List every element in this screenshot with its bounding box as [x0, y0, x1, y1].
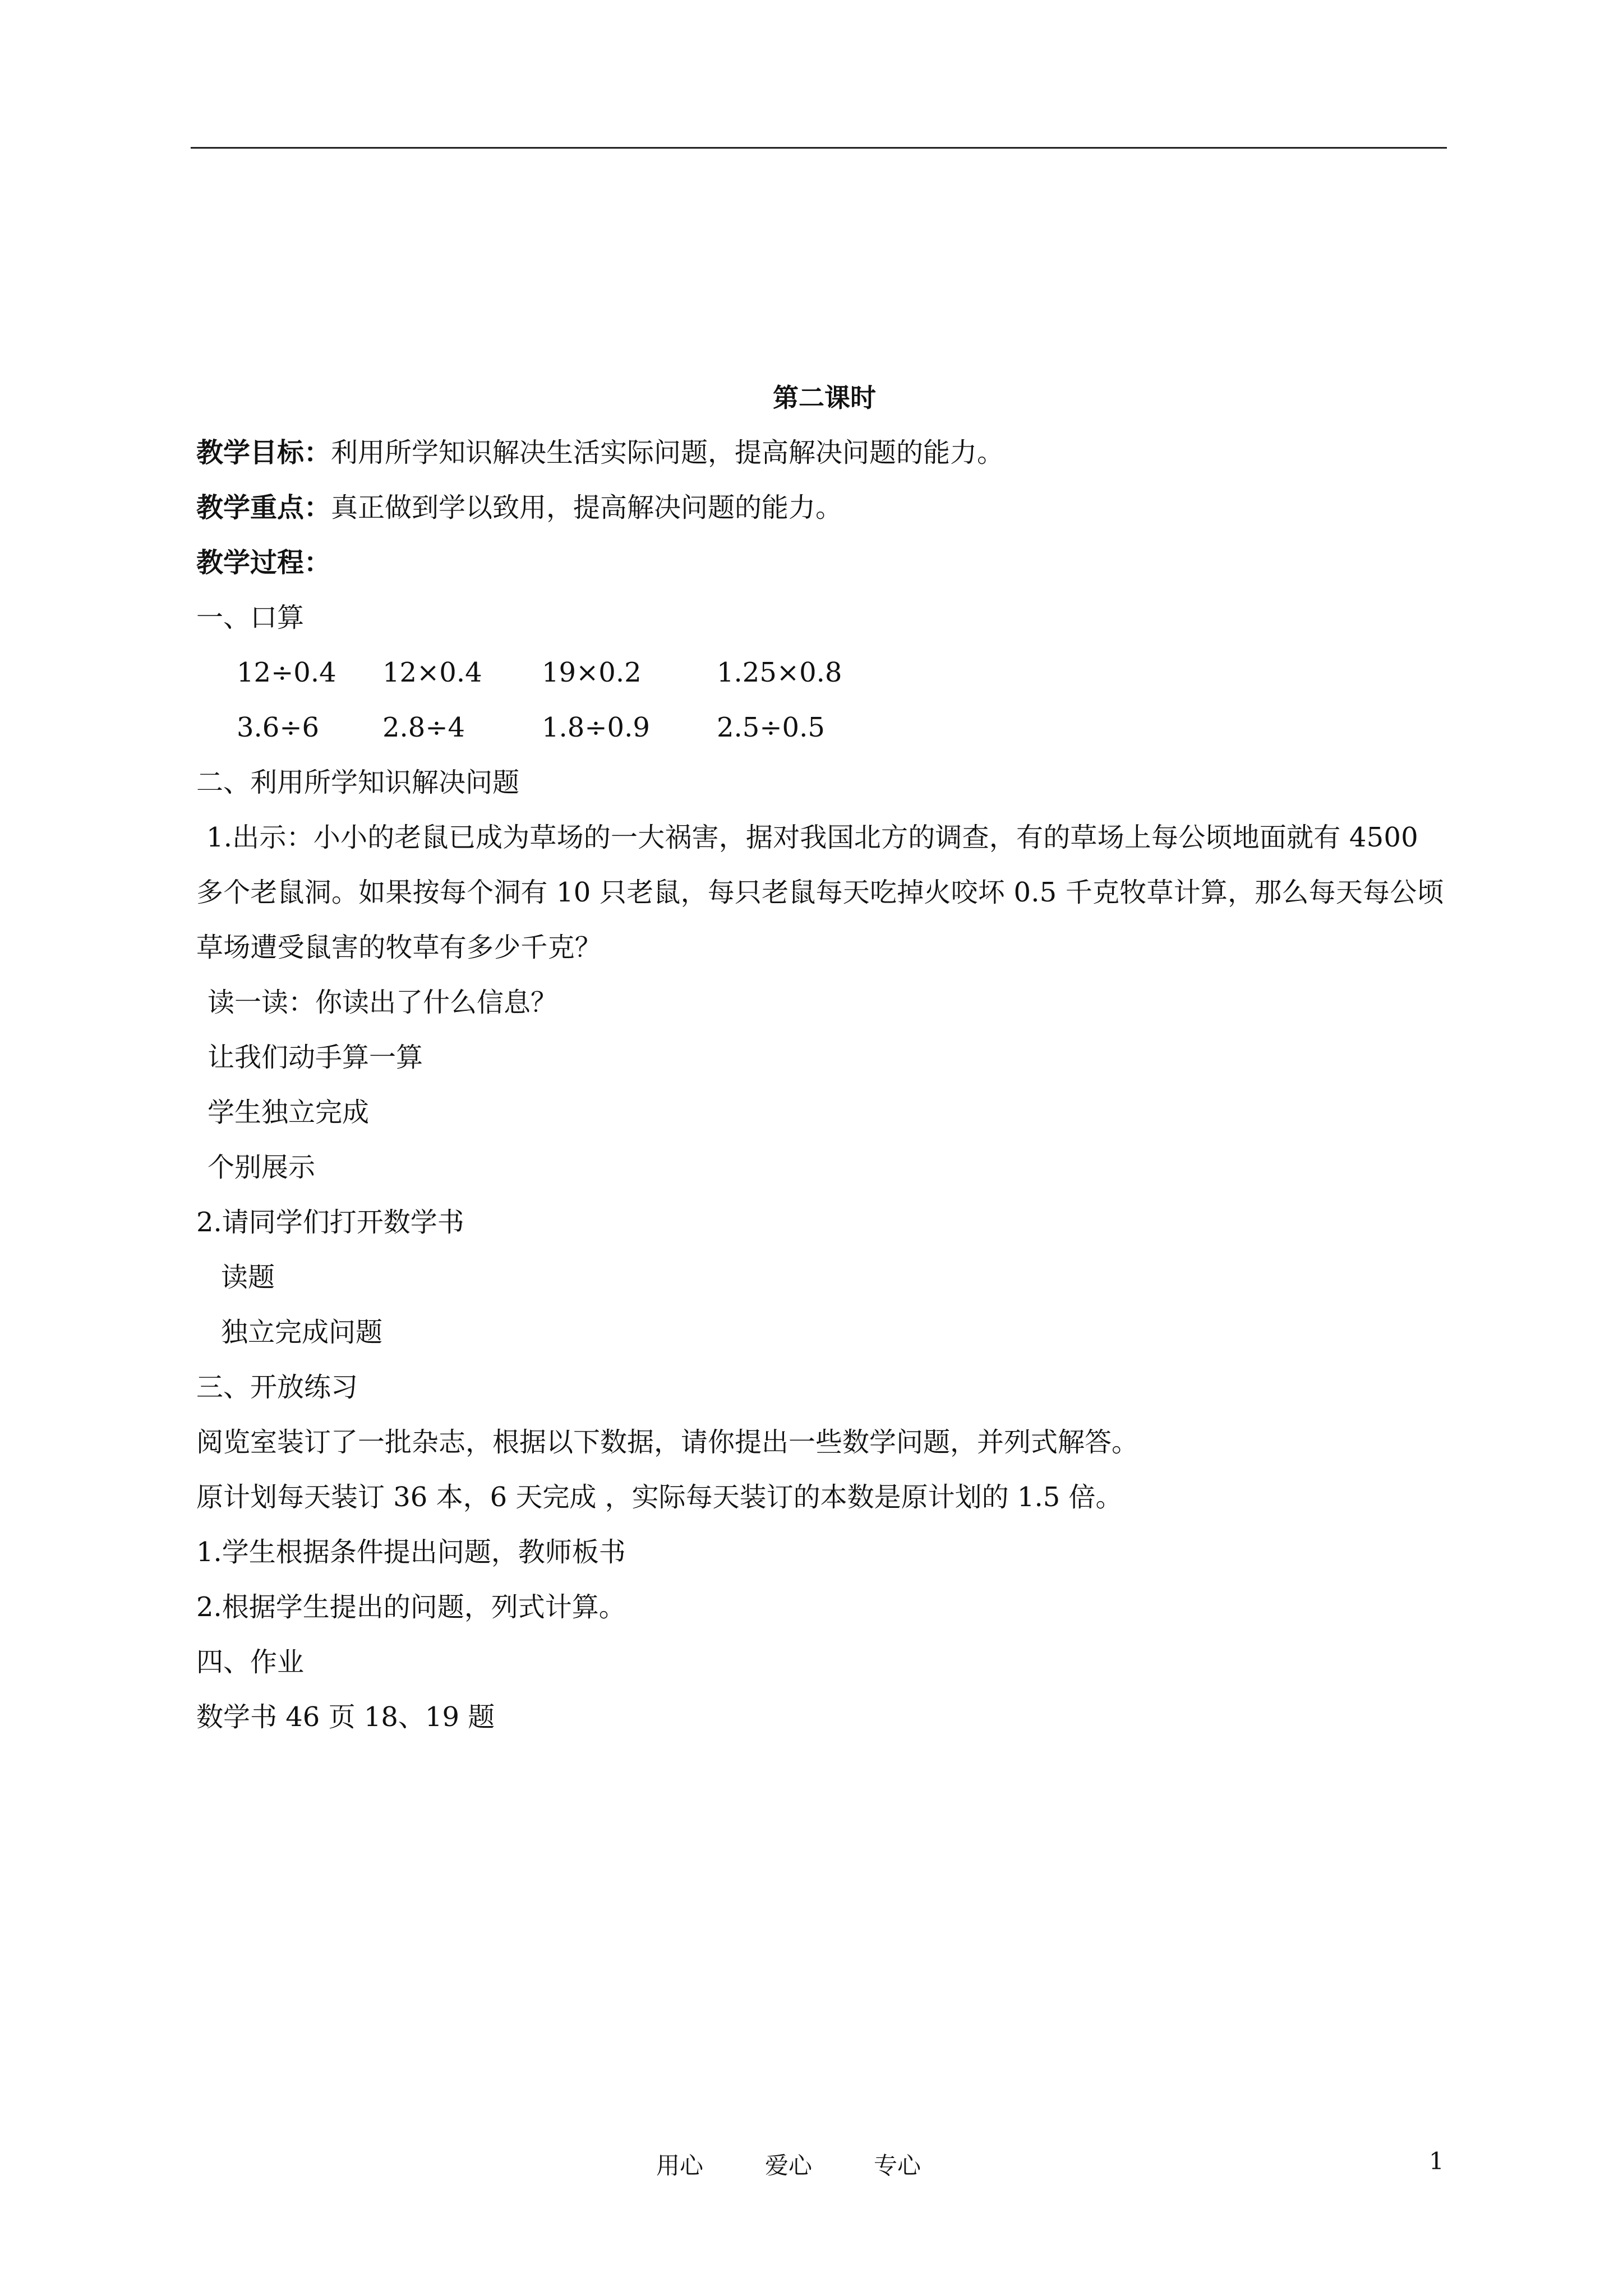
- calc-item: 2.5÷0.5: [717, 712, 825, 743]
- process-line: [196, 535, 1453, 590]
- section1-heading: 一、口算: [196, 602, 305, 633]
- page-number: 1: [1429, 2147, 1444, 2175]
- document-body: [196, 370, 1453, 1745]
- page-title: 第二课时: [773, 383, 876, 413]
- objective-label: 教学目标：: [196, 437, 331, 468]
- focus-label: 教学重点：: [196, 492, 331, 523]
- footer-word: 专心: [874, 2152, 921, 2179]
- section3-line: 1.学生根据条件提出问题，教师板书: [196, 1536, 626, 1568]
- section3-line: 2.根据学生提出的问题，列式计算。: [196, 1591, 626, 1623]
- step-item: 让我们动手算一算: [208, 1042, 423, 1073]
- calc-row-1: [196, 645, 1453, 700]
- objective-line: [196, 425, 1453, 480]
- step-item: 个别展示: [208, 1152, 316, 1183]
- objective-text: 利用所学知识解决生活实际问题，提高解决问题的能力。: [331, 437, 1004, 468]
- process-label: 教学过程：: [196, 547, 331, 578]
- step-item: 读一读：你读出了什么信息？: [208, 987, 558, 1018]
- calc-item: 1.8÷0.9: [542, 712, 650, 743]
- homework-line: 数学书 46 页 18、19 题: [196, 1701, 495, 1733]
- calc-item: 3.6÷6: [237, 712, 320, 743]
- calc-item: 19×0.2: [542, 657, 642, 688]
- footer-motto: [656, 2147, 983, 2181]
- step-item: 读题: [221, 1262, 275, 1293]
- problem2-line: 2.请同学们打开数学书: [196, 1207, 464, 1238]
- calc-item: 1.25×0.8: [717, 657, 842, 688]
- calc-row-2: [196, 700, 1453, 755]
- calc-item: 12×0.4: [382, 657, 482, 688]
- focus-text: 真正做到学以致用，提高解决问题的能力。: [331, 492, 843, 523]
- step-item: 独立完成问题: [221, 1317, 383, 1348]
- header-rule: [191, 147, 1447, 149]
- calc-item: 2.8÷4: [382, 712, 465, 743]
- footer-word: 爱心: [765, 2152, 813, 2179]
- step-item: 学生独立完成: [208, 1097, 370, 1128]
- footer-word: 用心: [656, 2152, 704, 2179]
- section3-heading: 三、开放练习: [196, 1372, 358, 1403]
- section2-heading: 二、利用所学知识解决问题: [196, 767, 520, 798]
- calc-item: 12÷0.4: [237, 657, 336, 688]
- section4-heading: 四、作业: [196, 1646, 305, 1678]
- problem1-paragraph: 1.出示：小小的老鼠已成为草场的一大祸害，据对我国北方的调查，有的草场上每公顷地面就有 4500 多个老鼠洞。如果按每个洞有 10 只老鼠，每只老鼠每天吃掉火咬坏 0.5 千克牧草计算，那么每天每公顷草场遭受鼠害的牧草有多少千克？: [196, 822, 1444, 963]
- section3-line: 原计划每天装订 36 本，6 天完成 ，实际每天装订的本数是原计划的 1.5 倍。: [196, 1481, 1123, 1513]
- focus-line: [196, 480, 1453, 535]
- section3-line: 阅览室装订了一批杂志，根据以下数据，请你提出一些数学问题，并列式解答。: [196, 1427, 1139, 1458]
